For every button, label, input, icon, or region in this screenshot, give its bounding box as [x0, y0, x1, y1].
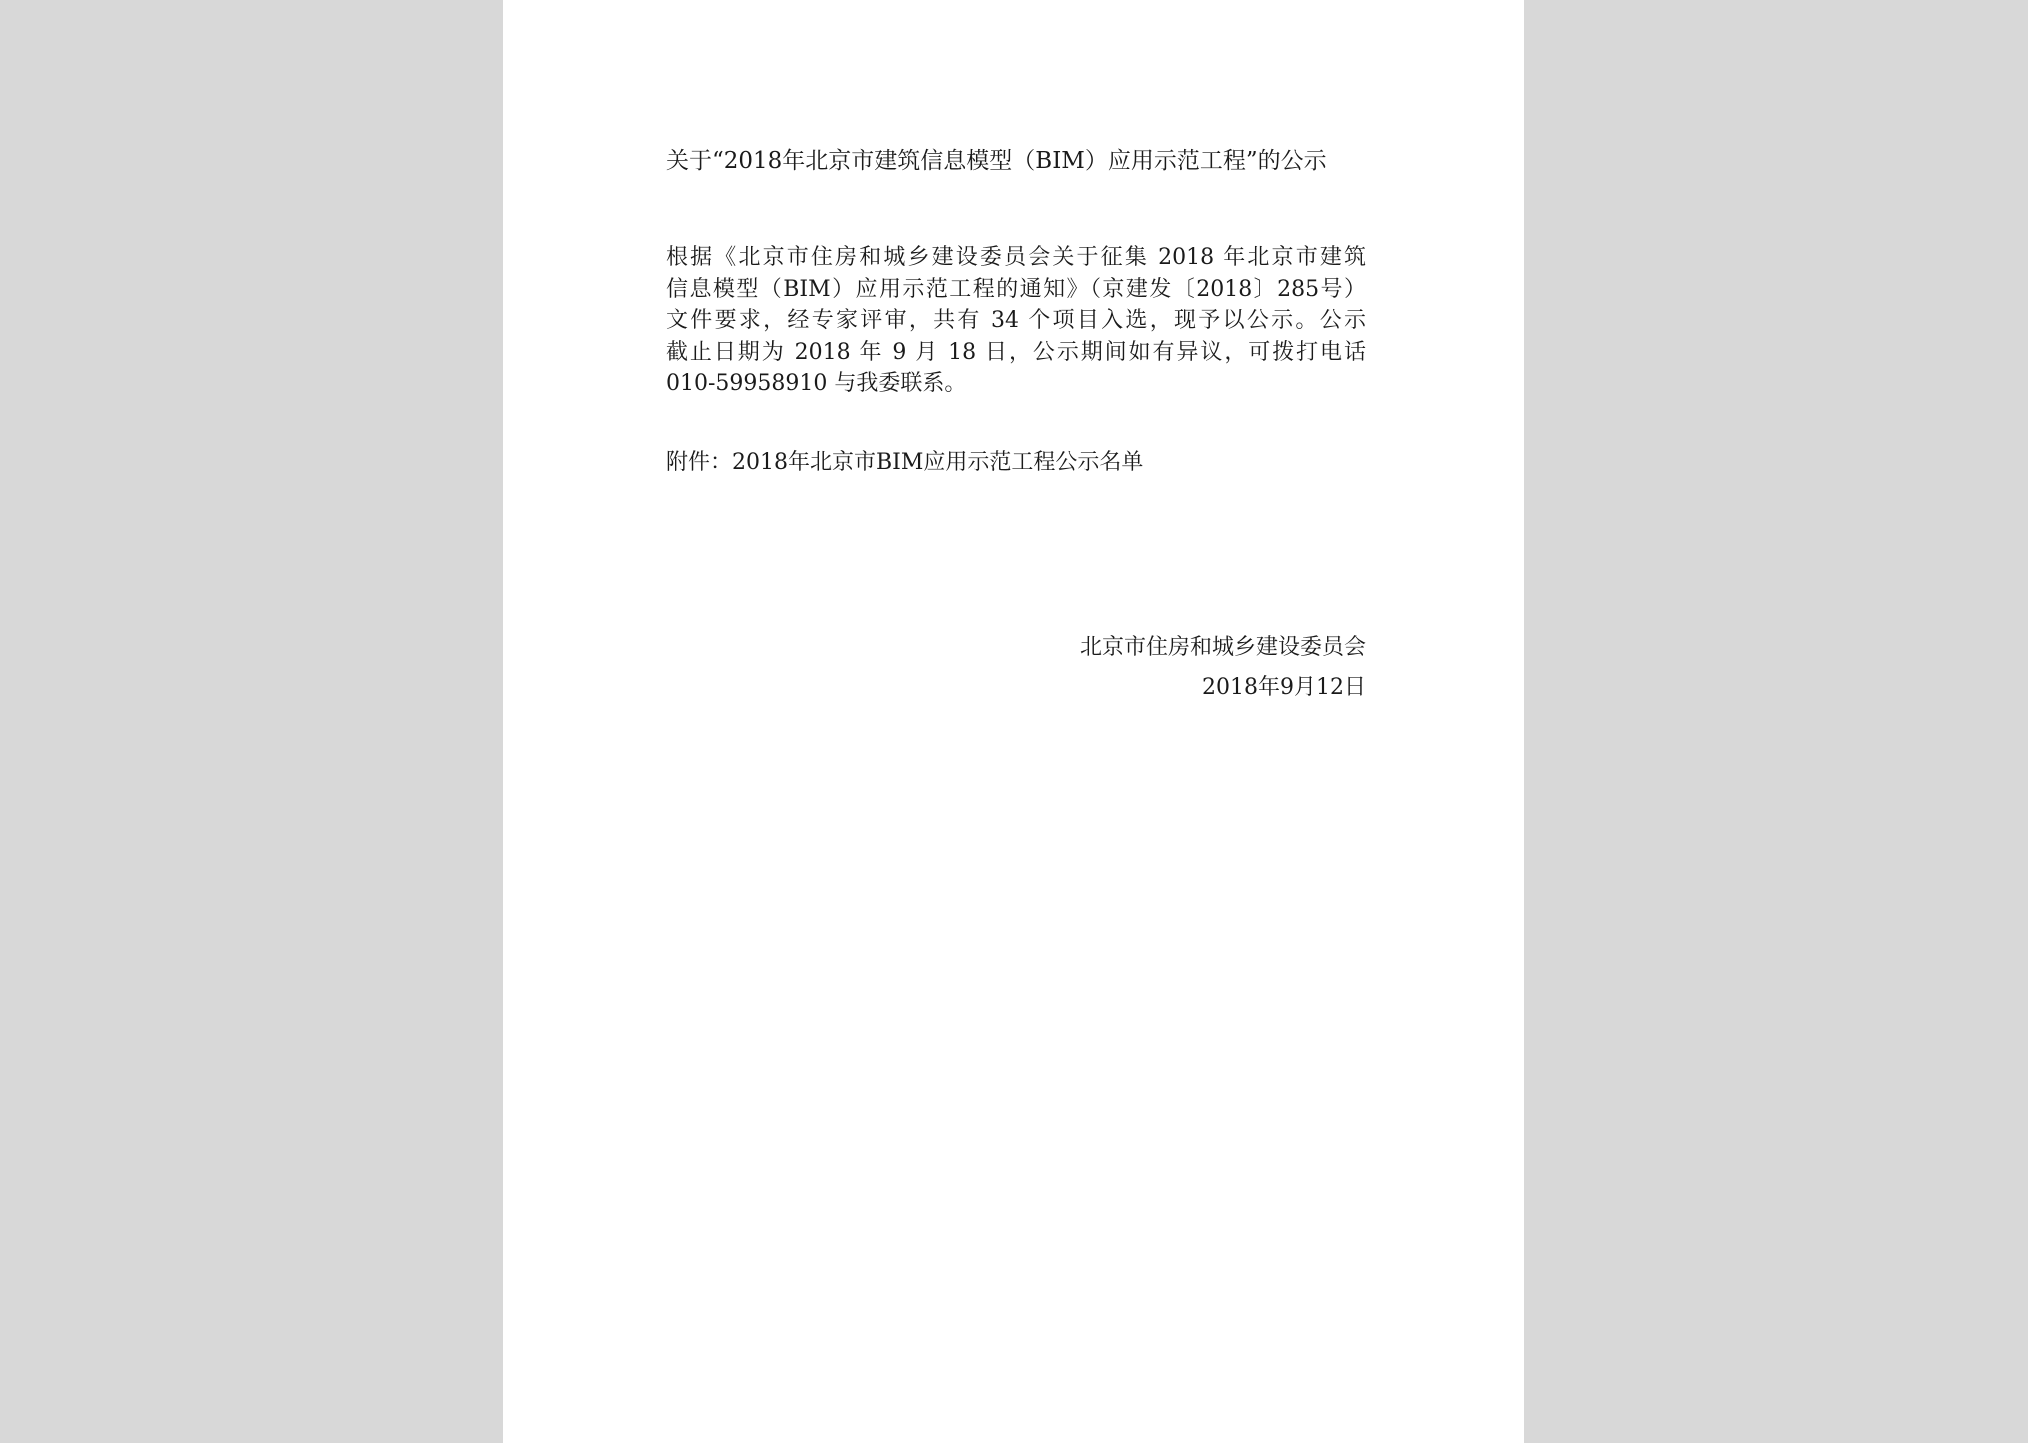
signature-organization: 北京市住房和城乡建设委员会 [1079, 635, 1366, 660]
document-page [503, 0, 1524, 1443]
body-line: 截止日期为 2018 年 9 月 18 日，公示期间如有异议，可拨打电话 [666, 339, 1366, 365]
document-body [666, 242, 1366, 400]
body-line: 文件要求，经专家评审，共有 34 个项目入选，现予以公示。公示 [666, 308, 1366, 333]
document-title: 关于“2018年北京市建筑信息模型（BIM）应用示范工程”的公示 [666, 148, 1327, 174]
body-line: 根据《北京市住房和城乡建设委员会关于征集 2018 年北京市建筑 [666, 245, 1366, 270]
attachment-note: 附件：2018年北京市BIM应用示范工程公示名单 [666, 450, 1144, 475]
body-line: 信息模型（BIM）应用示范工程的通知》（京建发〔2018〕285号） [666, 276, 1366, 302]
body-line: 010-59958910 与我委联系。 [666, 371, 967, 396]
signature-block [1080, 628, 1366, 708]
signature-date: 2018年9月12日 [1202, 675, 1366, 700]
